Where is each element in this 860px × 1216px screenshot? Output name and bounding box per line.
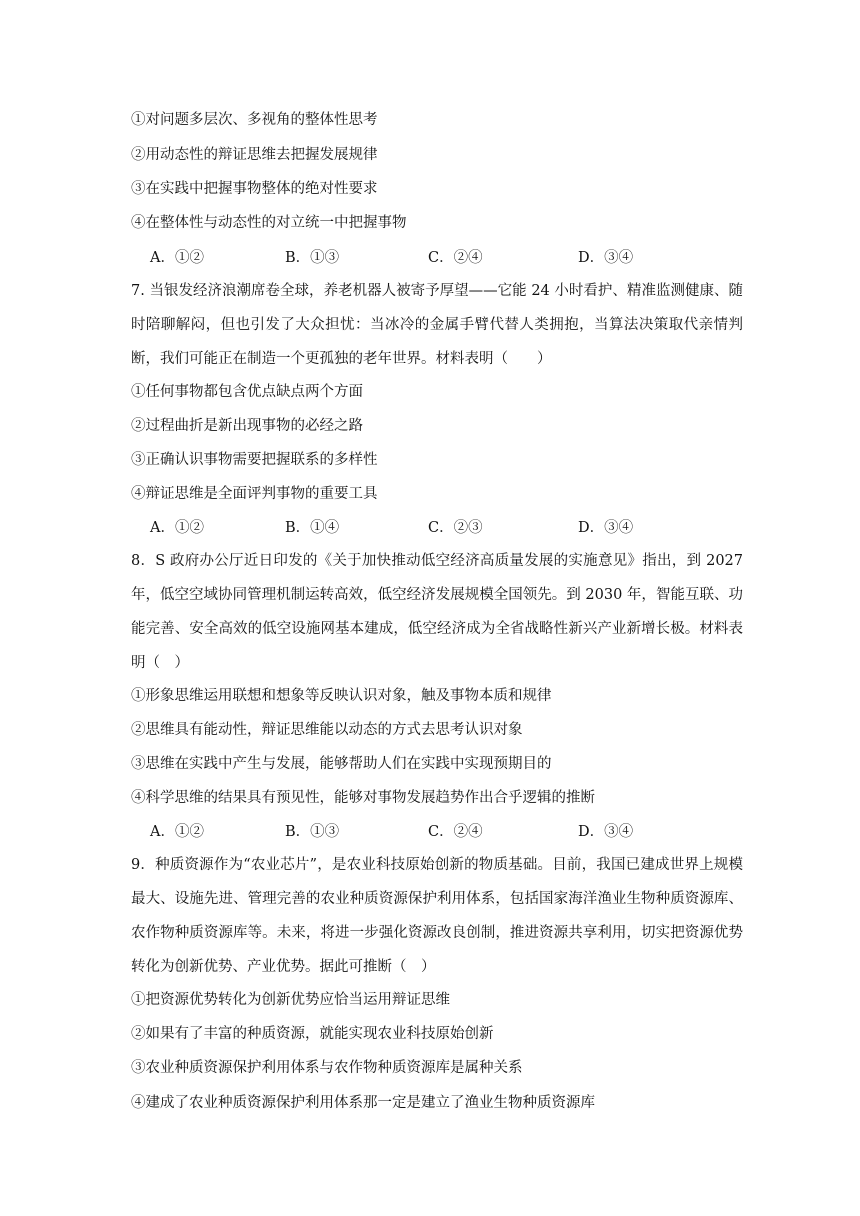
q6-statement-2: ②用动态性的辩证思维去把握发展规律 <box>131 147 378 163</box>
q6-option-a: A．①② <box>150 250 204 266</box>
q6-option-b: B．①③ <box>285 250 340 266</box>
q7-statement-4: ④辩证思维是全面评判事物的重要工具 <box>131 486 378 502</box>
q7-option-d: D．③④ <box>578 520 634 536</box>
q8-option-a: A．①② <box>150 824 204 840</box>
q6-statement-1: ①对问题多层次、多视角的整体性思考 <box>131 112 378 128</box>
q7-option-b: B．①④ <box>285 520 340 536</box>
q7-statement-3: ③正确认识事物需要把握联系的多样性 <box>131 452 378 468</box>
q8-option-c: C．②④ <box>428 824 483 840</box>
q6-statement-3: ③在实践中把握事物整体的绝对性要求 <box>131 181 378 197</box>
q8-statement-2: ②思维具有能动性，辩证思维能以动态的方式去思考认识对象 <box>131 722 523 738</box>
q9-statement-4: ④建成了农业种质资源保护利用体系那一定是建立了渔业生物种质资源库 <box>131 1095 595 1111</box>
q7-option-a: A．①② <box>150 520 204 536</box>
q7-statement-1: ①任何事物都包含优点缺点两个方面 <box>131 384 363 400</box>
q8-stem: 8．S 政府办公厅近日印发的《关于加快推动低空经济高质量发展的实施意见》指出，到 2027 年，低空空域协同管理机制运转高效，低空经济发展规模全国领先。到 2030 年，智能互联、功能完善、安全高效的低空设施网基本建成，低空经济成为全省战略性新兴产业新增长极。材料表明（ ） <box>131 553 743 671</box>
q8-statement-1: ①形象思维运用联想和想象等反映认识对象，触及事物本质和规律 <box>131 688 552 704</box>
q9-stem: 9．种质资源作为“农业芯片”，是农业科技原始创新的物质基础。目前，我国已建成世界上规模最大、设施先进、管理完善的农业种质资源保护利用体系，包括国家海洋渔业生物种质资源库、农作物种质资源库等。未来，将进一步强化资源改良创制，推进资源共享利用，切实把资源优势转化为创新优势、产业优势。据此可推断（ ） <box>131 857 743 975</box>
q7-statement-2: ②过程曲折是新出现事物的必经之路 <box>131 418 363 434</box>
q6-statement-4: ④在整体性与动态性的对立统一中把握事物 <box>131 215 407 231</box>
q8-option-d: D．③④ <box>578 824 634 840</box>
q9-statement-3: ③农业种质资源保护利用体系与农作物种质资源库是属种关系 <box>131 1060 523 1076</box>
q6-option-d: D．③④ <box>578 250 634 266</box>
q7-option-c: C．②③ <box>428 520 483 536</box>
q8-statement-4: ④科学思维的结果具有预见性，能够对事物发展趋势作出合乎逻辑的推断 <box>131 790 595 806</box>
q9-statement-1: ①把资源优势转化为创新优势应恰当运用辩证思维 <box>131 992 450 1008</box>
q9-statement-2: ②如果有了丰富的种质资源，就能实现农业科技原始创新 <box>131 1026 494 1042</box>
q6-option-c: C．②④ <box>428 250 483 266</box>
q8-statement-3: ③思维在实践中产生与发展，能够帮助人们在实践中实现预期目的 <box>131 756 552 772</box>
q8-option-b: B．①③ <box>285 824 340 840</box>
q7-stem: 7. 当银发经济浪潮席卷全球，养老机器人被寄予厚望——它能 24 小时看护、精准监测健康、随时陪聊解闷，但也引发了大众担忧：当冰冷的金属手臂代替人类拥抱，当算法决策取代亲情判断，我们可能正在制造一个更孤独的老年世界。材料表明（ ） <box>131 283 743 367</box>
